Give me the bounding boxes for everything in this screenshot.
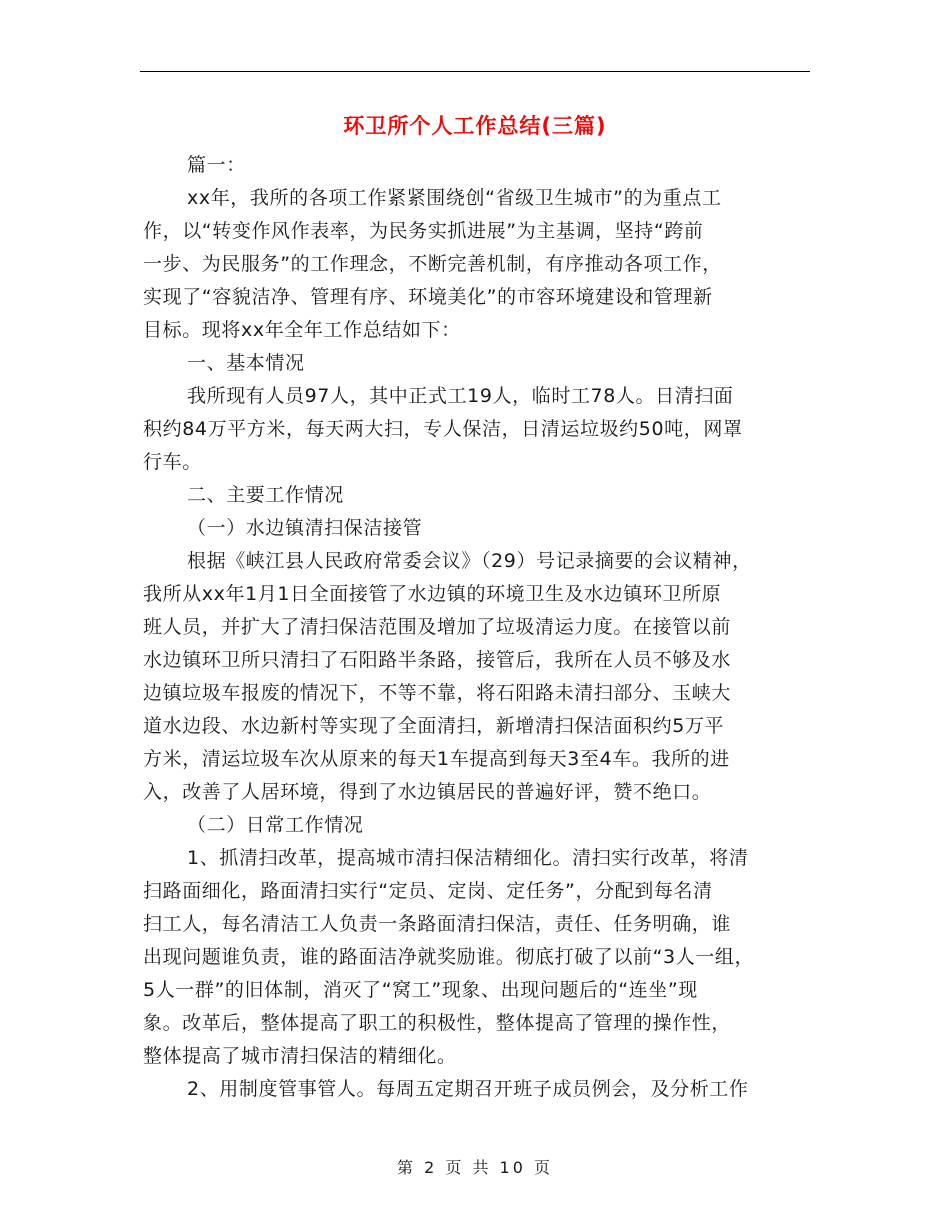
body-line: 象。改革后，整体提高了职工的积极性，整体提高了管理的操作性，	[143, 1012, 732, 1034]
body-line: 班人员，并扩大了清扫保洁范围及增加了垃圾清运力度。在接管以前	[143, 616, 732, 638]
body-line: 二、主要工作情况	[187, 484, 344, 506]
body-line: 出现问题谁负责，谁的路面洁净就奖励谁。彻底打破了以前“3人一组，	[143, 946, 755, 968]
body-line: 边镇垃圾车报废的情况下，不等不靠，将石阳路未清扫部分、玉峡大	[143, 682, 732, 704]
document-title: 环卫所个人工作总结(三篇)	[343, 114, 607, 138]
body-line: （二）日常工作情况	[187, 814, 364, 836]
body-line: 我所从xx年1月1日全面接管了水边镇的环境卫生及水边镇环卫所原	[143, 583, 722, 605]
body-line: 作，以“转变作风作表率，为民务实抓进展”为主基调，坚持“跨前	[143, 220, 704, 242]
body-line: 扫工人，每名清洁工人负责一条路面清扫保洁，责任、任务明确，谁	[143, 913, 732, 935]
body-line: 我所现有人员97人，其中正式工19人，临时工78人。日清扫面	[187, 385, 734, 407]
body-line: 水边镇环卫所只清扫了石阳路半条路，接管后，我所在人员不够及水	[143, 649, 732, 671]
body-line: 2、用制度管事管人。每周五定期召开班子成员例会，及分析工作	[187, 1078, 749, 1100]
body-line: 整体提高了城市清扫保洁的精细化。	[143, 1045, 457, 1067]
body-line: 积约84万平方米，每天两大扫，专人保洁，日清运垃圾约50吨，网罩	[143, 418, 743, 440]
body-line: 行车。	[143, 451, 202, 473]
body-line: （一）水边镇清扫保洁接管	[187, 517, 423, 539]
body-line: 入，改善了人居环境，得到了水边镇居民的普遍好评，赞不绝口。	[143, 781, 712, 803]
body-line: 方米，清运垃圾车次从原来的每天1车提高到每天3至4车。我所的进	[143, 748, 730, 770]
body-line: 5人一群”的旧体制，消灭了“窝工”现象、出现问题后的“连坐”现	[143, 979, 698, 1001]
body-line: 1、抓清扫改革，提高城市清扫保洁精细化。清扫实行改革，将清	[187, 847, 749, 869]
page-footer: 第 2 页 共 10 页	[397, 1158, 553, 1177]
body-line: 一、基本情况	[187, 352, 305, 374]
body-line: 实现了“容貌洁净、管理有序、环境美化”的市容环境建设和管理新	[143, 286, 713, 308]
body-line: 道水边段、水边新村等实现了全面清扫，新增清扫保洁面积约5万平	[143, 715, 725, 737]
body-line: 根据《峡江县人民政府常委会议》（29）号记录摘要的会议精神，	[187, 550, 752, 572]
body-line: 扫路面细化，路面清扫实行“定员、定岗、定任务”，分配到每名清	[143, 880, 713, 902]
body-line: 目标。现将xx年全年工作总结如下：	[143, 319, 461, 341]
document-body	[143, 149, 813, 1106]
body-line: 篇一：	[187, 154, 246, 176]
body-line: 一步、为民服务”的工作理念，不断完善机制，有序推动各项工作，	[143, 253, 722, 275]
header-rule	[140, 71, 810, 72]
body-line: xx年，我所的各项工作紧紧围绕创“省级卫生城市”的为重点工	[187, 187, 722, 209]
